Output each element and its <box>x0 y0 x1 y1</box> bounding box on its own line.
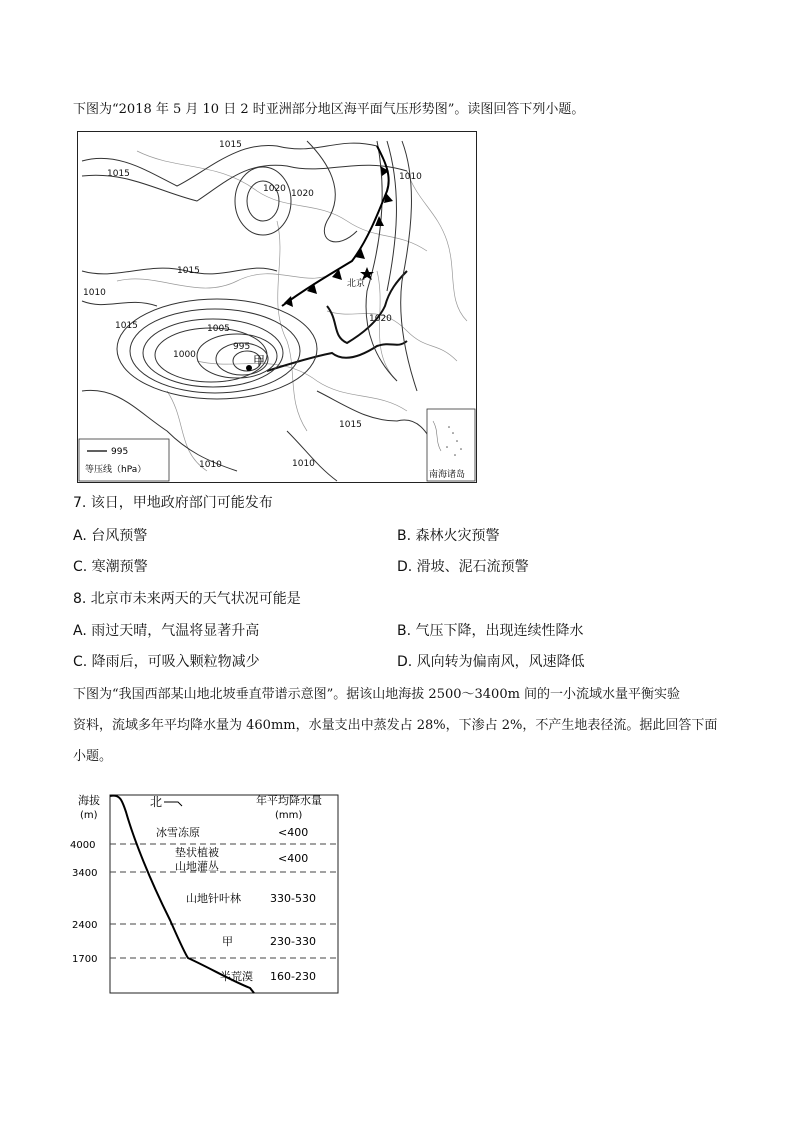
isobar-label: 1020 <box>291 189 314 199</box>
isobar-label: 1015 <box>339 420 362 430</box>
isobar-label: 1015 <box>219 140 242 150</box>
legend-label: 等压线（hPa） <box>85 465 147 475</box>
vertical-zonation-figure <box>70 790 340 996</box>
question-7-option-b[interactable]: B. 森林火灾预警 <box>397 528 500 544</box>
isobar-label: 1015 <box>107 169 130 179</box>
question-7-option-c[interactable]: C. 寒潮预警 <box>73 559 148 575</box>
jia-label: 甲 <box>253 354 266 368</box>
zone-name: 半荒漠 <box>220 970 253 983</box>
altitude-tick: 3400 <box>72 868 98 879</box>
intro-text-2-line-2: 资料，流域多年平均降水量为 460mm，水量支出中蒸发占 28%，下渗占 2%，不产生地表径流。据此回答下面 <box>73 718 718 733</box>
question-8-option-b[interactable]: B. 气压下降，出现连续性降水 <box>397 623 584 639</box>
zone-precip: <400 <box>278 826 309 839</box>
intro-text-2-line-1: 下图为“我国西部某山地北坡垂直带谱示意图”。据该山地海拔 2500～3400m 间的一小流域水量平衡实验 <box>73 687 681 702</box>
isobar-label: 1000 <box>173 350 196 360</box>
altitude-tick: 4000 <box>70 840 96 851</box>
isobar-label: 995 <box>233 342 251 352</box>
y-axis-label: 海拔 <box>78 794 100 807</box>
jia-point-icon <box>246 365 252 371</box>
zone-precip: 160-230 <box>270 970 316 983</box>
north-label: 北 <box>150 795 163 809</box>
altitude-tick: 2400 <box>72 920 98 931</box>
isobar-label: 1005 <box>207 324 230 334</box>
zone-precip: <400 <box>278 852 309 865</box>
map-legend <box>79 439 169 481</box>
question-8-option-d[interactable]: D. 风向转为偏南风，风速降低 <box>397 654 585 670</box>
altitude-tick: 1700 <box>72 954 98 965</box>
precip-header: 年平均降水量 <box>256 794 322 807</box>
pressure-map-figure <box>77 131 477 483</box>
zone-precip: 330-530 <box>270 892 316 905</box>
question-8-option-c[interactable]: C. 降雨后，可吸入颗粒物减少 <box>73 654 260 670</box>
inset-label: 南海诸岛 <box>429 470 466 480</box>
zone-precip: 230-330 <box>270 935 316 948</box>
zone-name: 山地针叶林 <box>186 892 241 905</box>
question-7-option-d[interactable]: D. 滑坡、泥石流预警 <box>397 559 529 575</box>
question-8-stem: 8. 北京市未来两天的天气状况可能是 <box>73 591 301 607</box>
legend-value: 995 <box>111 447 129 457</box>
zone-name: 垫状植被 <box>175 846 219 859</box>
south-china-sea-inset <box>427 409 475 481</box>
y-axis-unit: (m) <box>80 810 98 821</box>
zone-name: 冰雪冻原 <box>156 826 200 839</box>
zone-name: 甲 <box>222 935 233 948</box>
isobar-label: 1020 <box>369 314 392 324</box>
question-8-option-a[interactable]: A. 雨过天晴，气温将显著升高 <box>73 623 260 639</box>
question-7-option-a[interactable]: A. 台风预警 <box>73 528 148 544</box>
isobar-label: 1020 <box>263 184 286 194</box>
isobar-label: 1010 <box>199 460 222 470</box>
question-7-stem: 7. 该日，甲地政府部门可能发布 <box>73 495 273 511</box>
isobar-label: 1010 <box>83 288 106 298</box>
beijing-label: 北京 <box>347 279 366 289</box>
intro-text-1: 下图为“2018 年 5 月 10 日 2 时亚洲部分地区海平面气压形势图”。读图回答下列小题。 <box>73 102 585 117</box>
isobar-label: 1015 <box>177 266 200 276</box>
isobar-label: 1010 <box>399 172 422 182</box>
precip-unit: (mm) <box>275 810 303 821</box>
zone-name: 山地灌丛 <box>175 860 219 873</box>
isobar-label: 1015 <box>115 321 138 331</box>
intro-text-2-line-3: 小题。 <box>73 749 113 764</box>
pressure-map <box>77 131 477 483</box>
isobar-label: 1010 <box>292 459 315 469</box>
vertical-zonation-diagram <box>70 790 340 996</box>
